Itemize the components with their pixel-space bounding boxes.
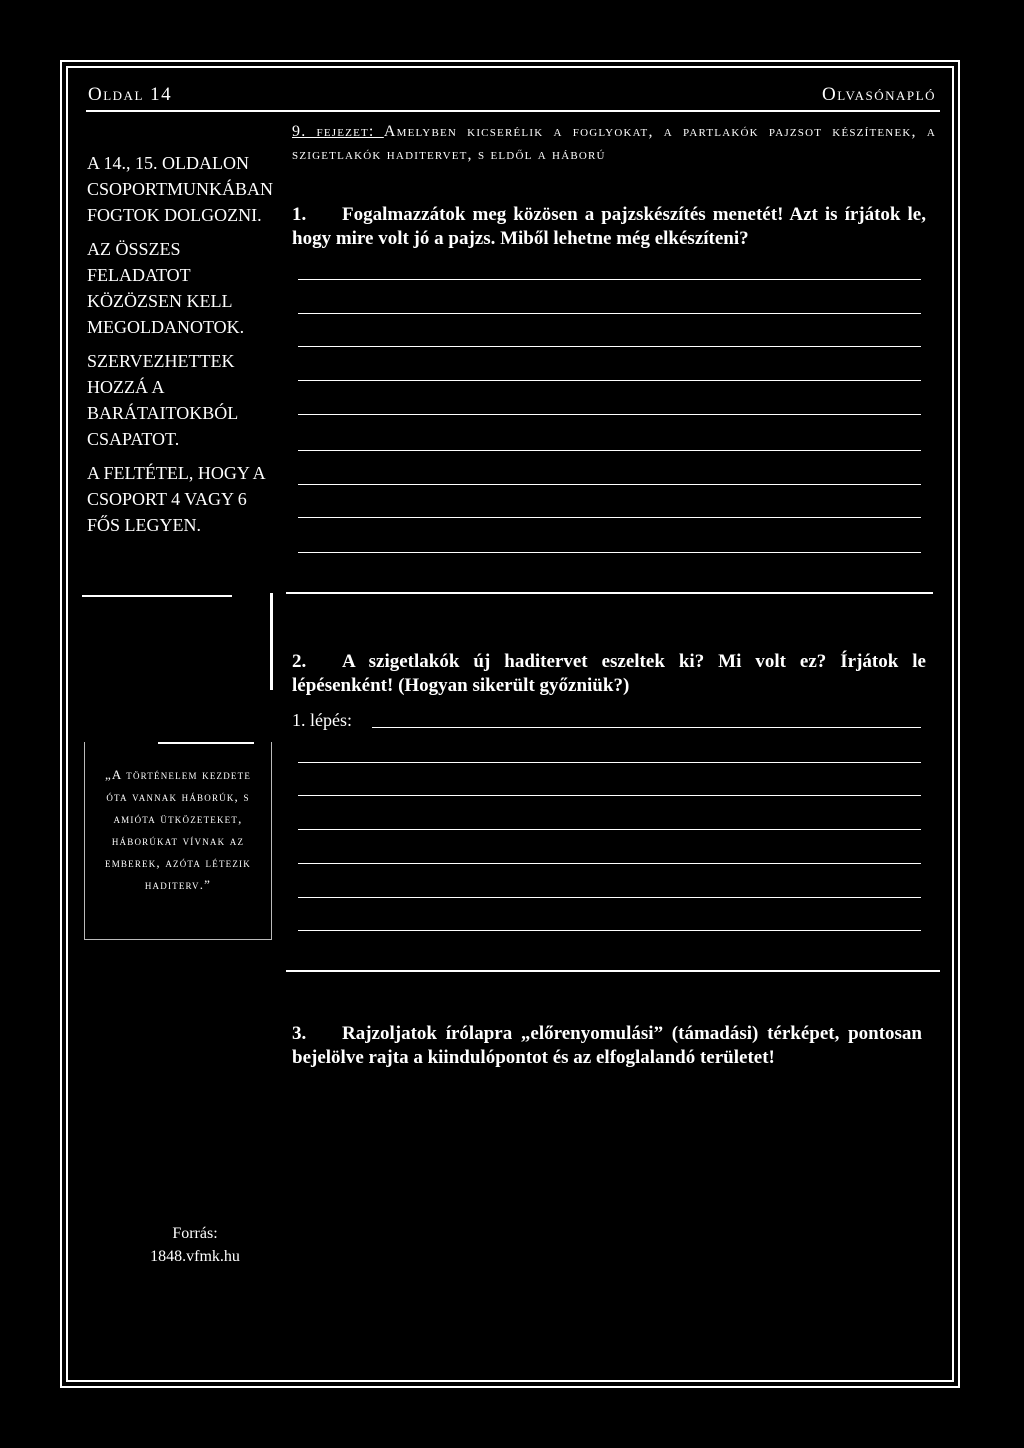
answer-line[interactable] bbox=[298, 897, 921, 898]
page-number: Oldal 14 bbox=[88, 84, 173, 105]
answer-line[interactable] bbox=[298, 517, 921, 518]
sidebar-rule bbox=[82, 595, 232, 597]
step-answer-line[interactable] bbox=[372, 727, 921, 728]
answer-line[interactable] bbox=[298, 279, 921, 280]
instruction-3: SZERVEZHETTEK HOZZÁ A BARÁTAITOKBÓL CSAPATOT. bbox=[87, 351, 238, 449]
section-title: Olvasónapló bbox=[821, 84, 936, 105]
answer-line[interactable] bbox=[298, 930, 921, 931]
section-separator-2 bbox=[286, 970, 940, 972]
instruction-1: A 14., 15. OLDALON CSOPORTMUNKÁBAN FOGTOK DOLGOZNI. bbox=[87, 153, 273, 225]
task-1 bbox=[292, 203, 926, 251]
chapter-heading bbox=[292, 120, 936, 166]
answer-line[interactable] bbox=[298, 313, 921, 314]
chapter-number: 9. fejezet: bbox=[292, 123, 384, 140]
answer-line[interactable] bbox=[298, 380, 921, 381]
source-credit bbox=[140, 1222, 250, 1268]
source-value: 1848.vfmk.hu bbox=[150, 1248, 240, 1265]
task-3-number: 3. bbox=[292, 1023, 307, 1044]
task-3 bbox=[292, 1022, 922, 1070]
section-separator-1 bbox=[286, 592, 933, 594]
answer-line[interactable] bbox=[298, 484, 921, 485]
chapter-title: Amelyben kicserélik a foglyokat, a partlakók pajzsot készítenek, a szigetlakók haditervet, s eldől a háború bbox=[292, 123, 936, 163]
answer-line[interactable] bbox=[298, 829, 921, 830]
task-3-text: Rajzoljatok írólapra „előrenyomulási” (támadási) térképet, pontosan bejelölve rajta a kiindulópontot és az elfoglalandó területet! bbox=[292, 1023, 922, 1068]
task-2-number: 2. bbox=[292, 651, 307, 672]
step-label: 1. lépés: bbox=[292, 710, 352, 730]
task-2-text: A szigetlakók új haditervet eszeltek ki? Mi volt ez? Írjátok le lépésenként! (Hogyan sikerült győzniük?) bbox=[292, 651, 926, 696]
sidebar-instructions bbox=[87, 150, 273, 546]
answer-line[interactable] bbox=[298, 795, 921, 796]
quote-text: „A történelem kezdete óta vannak háborúk, s amióta ütközeteket, háborúkat vívnak az emberek, azóta létezik haditerv.” bbox=[104, 767, 252, 892]
answer-line[interactable] bbox=[298, 552, 921, 553]
task-1-text: Fogalmazzátok meg közösen a pajzskészítés menetét! Azt is írjátok le, hogy mire volt jó a pajzs. Miből lehetne még elkészíteni? bbox=[292, 204, 926, 249]
answer-line[interactable] bbox=[298, 762, 921, 763]
instruction-4: A FELTÉTEL, HOGY A CSOPORT 4 VAGY 6 FŐS LEGYEN. bbox=[87, 463, 265, 535]
answer-line[interactable] bbox=[298, 346, 921, 347]
answer-line[interactable] bbox=[298, 414, 921, 415]
vertical-rule bbox=[270, 593, 273, 690]
task-2 bbox=[292, 650, 926, 698]
header-rule bbox=[86, 110, 940, 112]
source-label: Forrás: bbox=[172, 1225, 218, 1242]
task-1-number: 1. bbox=[292, 204, 307, 225]
answer-line[interactable] bbox=[298, 863, 921, 864]
instruction-2: AZ ÖSSZES FELADATOT KÖZÖZSEN KELL MEGOLDANOTOK. bbox=[87, 239, 245, 337]
answer-line[interactable] bbox=[298, 450, 921, 451]
quote-box-top-rule bbox=[158, 742, 254, 744]
